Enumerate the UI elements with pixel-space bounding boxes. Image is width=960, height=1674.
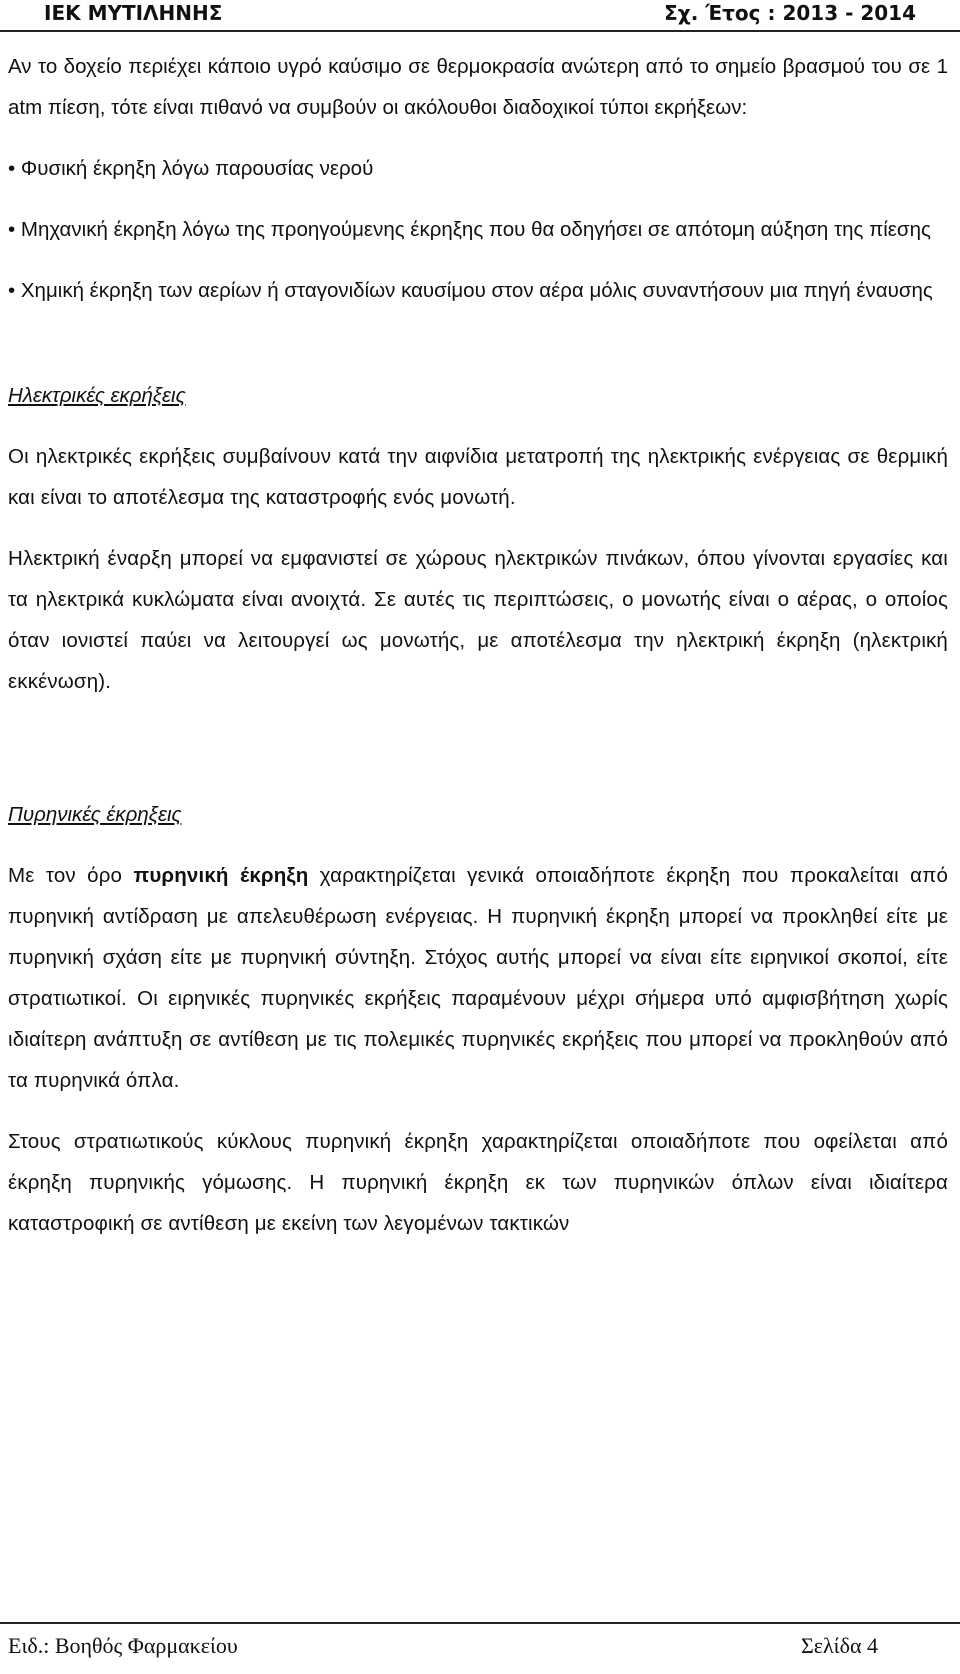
nuclear-paragraph-2: Στους στρατιωτικούς κύκλους πυρηνική έκρηξη χαρακτηρίζεται οποιαδήποτε που οφείλεται από έκρηξη πυρηνικής γόμωσης. Η πυρηνική έκρηξη εκ των πυρηνικών όπλων είναι ιδιαίτερα καταστροφική σε αντίθεση με εκείνη των λεγομένων τακτικών [8,1130,948,1235]
bullet-mechanical-explosion: • Μηχανική έκρηξη λόγω της προηγούμενης έκρηξης που θα οδηγήσει σε απότομη αύξηση της πίεσης [8,218,931,241]
bullet-physical-explosion: • Φυσική έκρηξη λόγω παρουσίας νερού [8,157,374,180]
intro-paragraph: Αν το δοχείο περιέχει κάποιο υγρό καύσιμο σε θερμοκρασία ανώτερη από το σημείο βρασμού του σε 1 atm πίεση, τότε είναι πιθανό να συμβούν οι ακόλουθοι διαδοχικοί τύποι εκρήξεων: [8,55,948,119]
header-school-year: Σχ. Έτος : 2013 - 2014 [664,1,916,25]
document-body [8,46,948,1244]
bullet-chemical-explosion: • Χημική έκρηξη των αερίων ή σταγονιδίων καυσίμου στον αέρα μόλις συναντήσουν μια πηγή έναυσης [8,279,933,302]
nuclear-paragraph-1-intro: Με τον όρο [8,864,134,887]
footer-page-number: Σελίδα 4 [800,1633,878,1658]
page-footer [8,1632,878,1660]
footer-divider [0,1622,960,1624]
section-title-nuclear: Πυρηνικές έκρηξεις [8,803,182,826]
page-header [44,0,916,28]
nuclear-paragraph-1-body: χαρακτηρίζεται γενικά οποιαδήποτε έκρηξη που προκαλείται από πυρηνική αντίδραση με απελευθέρωση ενέργειας. Η πυρηνική έκρηξη μπορεί να προκληθεί είτε με πυρηνική σχάση είτε με πυρηνική σύντηξη. Στόχος αυτής μπορεί να είναι είτε ειρηνικοί σκοποί, είτε στρατιωτικοί. Οι ειρηνικές πυρηνικές εκρήξεις παραμένουν μέχρι σήμερα υπό αμφισβήτηση χωρίς ιδιαίτερη ανάπτυξη σε αντίθεση με τις πολεμικές πυρηνικές εκρήξεις που μπορεί να προκληθούν από τα πυρηνικά όπλα. [8,864,949,1092]
electrical-paragraph-2: Ηλεκτρική έναρξη μπορεί να εμφανιστεί σε χώρους ηλεκτρικών πινάκων, όπου γίνονται εργασίες και τα ηλεκτρικά κυκλώματα είναι ανοιχτά. Σε αυτές τις περιπτώσεις, ο μονωτής είναι ο αέρας, ο οποίος όταν ιονιστεί παύει να λειτουργεί ως μονωτής, με αποτέλεσμα την ηλεκτρική έκρηξη (ηλεκτρική εκκένωση). [8,547,948,693]
header-school: ΙΕΚ ΜΥΤΙΛΗΝΗΣ [44,1,223,25]
footer-specialty: Ειδ.: Βοηθός Φαρμακείου [8,1633,238,1658]
header-divider [0,30,960,32]
section-title-electrical: Ηλεκτρικές εκρήξεις [8,384,186,407]
nuclear-paragraph-1 [8,855,948,1101]
electrical-paragraph-1: Οι ηλεκτρικές εκρήξεις συμβαίνουν κατά την αιφνίδια μετατροπή της ηλεκτρικής ενέργειας σε θερμική και είναι το αποτέλεσμα της καταστροφής ενός μονωτή. [8,445,948,509]
nuclear-explosion-term: πυρηνική έκρηξη [133,864,309,887]
